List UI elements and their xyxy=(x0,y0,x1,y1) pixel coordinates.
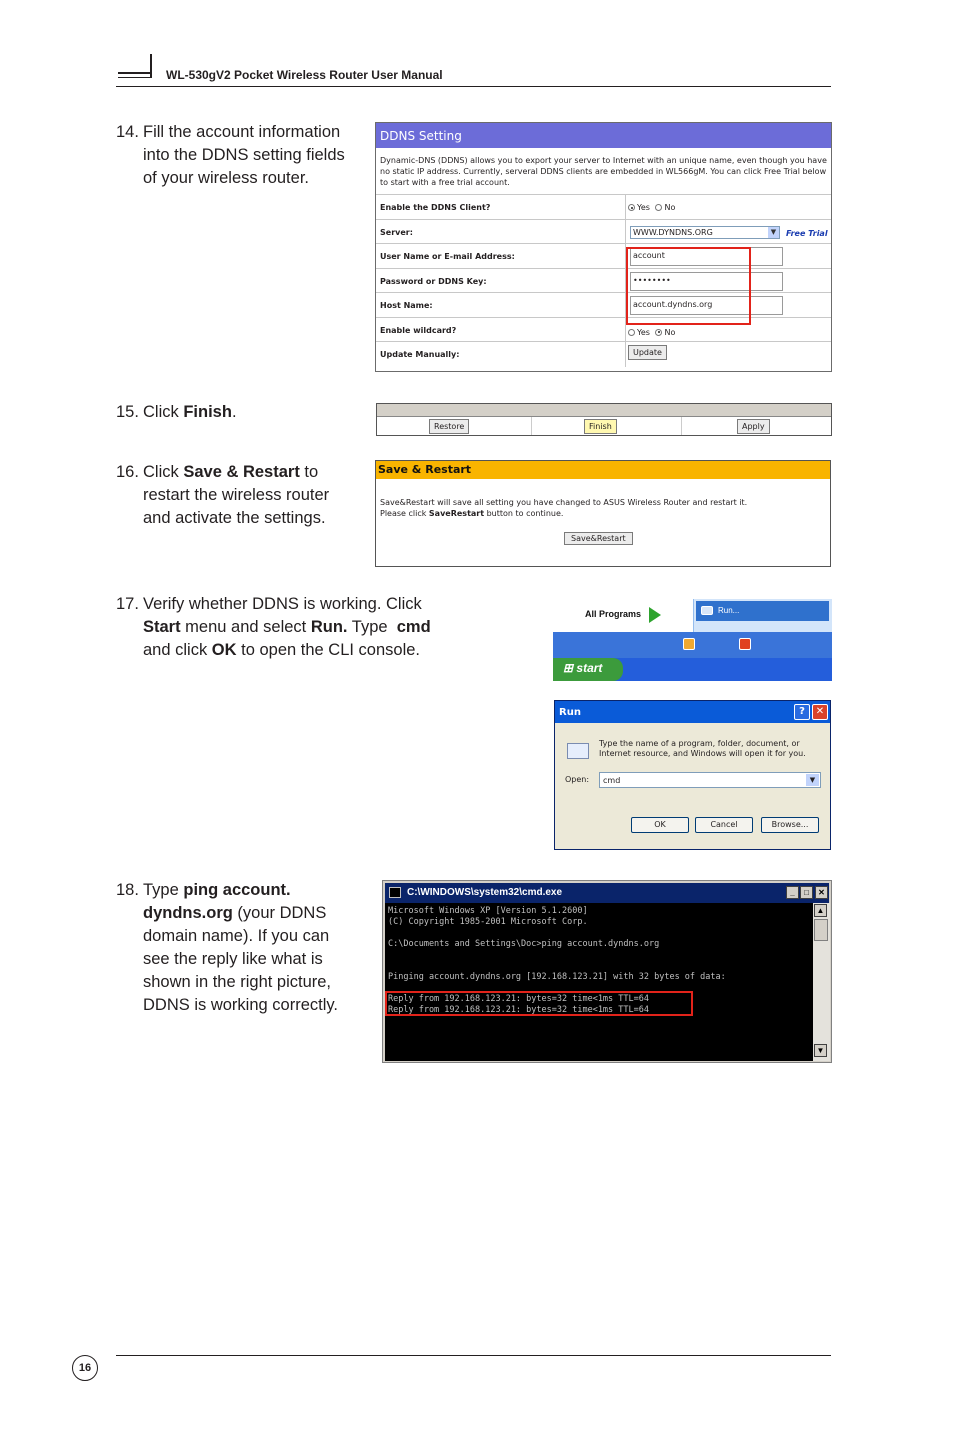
run-program-icon xyxy=(567,743,589,759)
step-18 xyxy=(116,879,338,1017)
cancel-button[interactable]: Cancel xyxy=(695,817,753,833)
update-button[interactable]: Update xyxy=(628,345,667,360)
ddns-row-username xyxy=(376,244,831,269)
save-restart-description xyxy=(376,479,830,519)
step-bold: Finish xyxy=(183,403,232,421)
save-restart-panel xyxy=(375,460,831,567)
row-label: Update Manually: xyxy=(380,350,460,359)
cmd-console[interactable] xyxy=(385,903,813,1061)
step-text: Type xyxy=(143,881,184,899)
router-logo-bar2 xyxy=(118,77,150,78)
enable-no-radio[interactable] xyxy=(655,204,662,211)
router-logo-bar xyxy=(118,72,150,74)
step-text: and activate the settings. xyxy=(143,509,326,527)
console-line: (C) Copyright 1985-2001 Microsoft Corp. xyxy=(388,917,588,927)
desc-line: Save&Restart will save all setting you have changed to ASUS Wireless Router and restart it. xyxy=(380,498,748,507)
row-label: Host Name: xyxy=(380,301,433,310)
step-number: 17. xyxy=(116,595,139,613)
scroll-down-icon[interactable]: ▼ xyxy=(814,1044,827,1057)
step-text: Type xyxy=(347,618,397,636)
console-line: Microsoft Windows XP [Version 5.1.2600] xyxy=(388,906,588,916)
row-label: Enable the DDNS Client? xyxy=(380,203,491,212)
start-menu-right xyxy=(693,599,832,632)
start-button[interactable] xyxy=(553,658,623,681)
ddns-row-wildcard xyxy=(376,318,831,343)
open-input[interactable] xyxy=(599,772,821,788)
free-trial-link[interactable]: Free Trial xyxy=(786,228,828,238)
ddns-setting-panel xyxy=(375,122,832,372)
chevron-down-icon: ▼ xyxy=(768,227,779,238)
step-number: 16. xyxy=(116,463,139,481)
wildcard-yes-radio[interactable] xyxy=(628,329,635,336)
server-select[interactable] xyxy=(630,226,780,239)
maximize-icon[interactable]: □ xyxy=(800,886,813,899)
header-rule xyxy=(116,86,831,87)
ddns-row-enable xyxy=(376,195,831,220)
step-text: restart the wireless router xyxy=(143,486,330,504)
run-dialog-title: Run xyxy=(559,707,581,718)
step-text: Fill the account information xyxy=(143,123,341,141)
router-logo-icon xyxy=(150,54,152,78)
highlight-box xyxy=(385,991,693,1016)
footer-rule xyxy=(116,1355,831,1356)
row-label: User Name or E-mail Address: xyxy=(380,252,515,261)
save-restart-button[interactable]: Save&Restart xyxy=(564,532,633,545)
start-menu xyxy=(553,599,832,681)
open-value: cmd xyxy=(603,776,621,785)
step-number: 18. xyxy=(116,881,139,899)
step-text: of your wireless router. xyxy=(143,169,309,187)
radio-label: No xyxy=(664,327,676,337)
ok-button[interactable]: OK xyxy=(631,817,689,833)
run-label: Run... xyxy=(718,606,740,615)
minimize-icon[interactable]: _ xyxy=(786,886,799,899)
radio-label: Yes xyxy=(637,203,650,212)
action-bar xyxy=(376,403,832,436)
start-label: start xyxy=(576,661,603,675)
chevron-down-icon[interactable]: ▼ xyxy=(806,774,819,786)
log-off-icon xyxy=(683,638,695,650)
step-text: to xyxy=(299,463,319,481)
radio-label: Yes xyxy=(637,327,650,337)
step-text: shown in the right picture, xyxy=(143,973,332,991)
step-text: Click xyxy=(143,403,184,421)
all-programs-item[interactable]: All Programs xyxy=(585,609,642,619)
console-line xyxy=(388,950,810,961)
cmd-titlebar xyxy=(385,883,829,903)
ddns-row-password xyxy=(376,269,831,294)
open-label: Open: xyxy=(565,775,590,784)
scroll-thumb[interactable] xyxy=(814,919,828,941)
run-menu-item[interactable] xyxy=(696,601,829,621)
close-icon[interactable]: ✕ xyxy=(812,704,828,720)
console-line: C:\Documents and Settings\Doc>ping account.dyndns.org xyxy=(388,939,660,949)
step-bold: Start xyxy=(143,618,181,636)
ddns-description: Dynamic-DNS (DDNS) allows you to export your server to Internet with an unique name, even though you have no static IP address. Currently, serveral DDNS clients are embedded in WL566gM. You can click Free Trial below to start with a free trial account. xyxy=(376,148,831,195)
help-icon[interactable]: ? xyxy=(794,704,810,720)
restore-button[interactable]: Restore xyxy=(429,419,469,434)
start-menu-footer xyxy=(553,632,832,658)
step-text: into the DDNS setting fields xyxy=(143,146,345,164)
step-bold: OK xyxy=(211,641,237,659)
wildcard-no-radio[interactable] xyxy=(655,329,662,336)
row-label: Enable wildcard? xyxy=(380,325,457,335)
step-bold: ping account. xyxy=(183,881,291,899)
console-line xyxy=(388,928,810,939)
row-label: Server: xyxy=(380,227,413,237)
desc-bold: SaveRestart xyxy=(428,509,485,518)
console-line: Reply from 192.168.123.21: bytes=32 time<1ms TTL=64 xyxy=(388,994,649,1004)
cmd-scrollbar[interactable] xyxy=(813,903,830,1061)
hostname-input[interactable]: account.dyndns.org xyxy=(630,296,783,315)
step-text: see the reply like what is xyxy=(143,950,323,968)
step-15 xyxy=(116,401,237,424)
step-text: Click xyxy=(143,463,184,481)
step-text: domain name). If you can xyxy=(143,927,330,945)
ddns-row-server xyxy=(376,220,831,245)
step-number: 15. xyxy=(116,403,139,421)
page-number: 16 xyxy=(72,1355,98,1381)
browse-button[interactable]: Browse... xyxy=(761,817,819,833)
console-line: Reply from 192.168.123.21: bytes=32 time<1ms TTL=64 xyxy=(388,1005,649,1015)
step-number: 14. xyxy=(116,123,139,141)
row-label: Password or DDNS Key: xyxy=(380,276,487,286)
desc-text: button to continue. xyxy=(484,509,564,518)
step-text: DDNS is working correctly. xyxy=(143,996,338,1014)
username-input[interactable]: account xyxy=(630,247,783,266)
radio-label: No xyxy=(664,203,676,212)
scroll-up-icon[interactable]: ▲ xyxy=(814,904,827,917)
windows-flag-icon: ⊞ xyxy=(563,661,574,675)
console-line: Pinging account.dyndns.org [192.168.123.21] with 32 bytes of data: xyxy=(388,972,726,982)
run-icon xyxy=(701,606,713,615)
step-bold: Run. xyxy=(310,618,348,636)
step-16 xyxy=(116,461,329,530)
password-input[interactable]: •••••••• xyxy=(630,272,783,291)
run-dialog-description: Type the name of a program, folder, document, or Internet resource, and Windows will open it for you. xyxy=(599,739,806,758)
cmd-title: C:\WINDOWS\system32\cmd.exe xyxy=(407,887,563,898)
step-text: and click xyxy=(143,641,212,659)
step-bold: cmd xyxy=(396,618,431,636)
ddns-row-hostname xyxy=(376,293,831,318)
close-icon[interactable]: ✕ xyxy=(815,886,828,899)
highlight-box xyxy=(626,247,751,325)
desc-text: Please click xyxy=(380,509,429,518)
step-14 xyxy=(116,121,345,190)
save-restart-title: Save & Restart xyxy=(376,461,830,479)
run-dialog-titlebar xyxy=(555,701,830,723)
ddns-title: DDNS Setting xyxy=(376,123,831,148)
cmd-icon xyxy=(389,887,401,898)
enable-yes-radio[interactable] xyxy=(628,204,635,211)
step-text: to open the CLI console. xyxy=(236,641,420,659)
manual-title: WL-530gV2 Pocket Wireless Router User Manual xyxy=(166,68,443,82)
step-bold: dyndns.org xyxy=(143,904,233,922)
finish-button[interactable]: Finish xyxy=(584,419,617,434)
run-dialog xyxy=(554,700,831,850)
start-menu-left xyxy=(553,599,693,632)
power-icon xyxy=(739,638,751,650)
console-line xyxy=(388,961,810,972)
step-bold: Save & Restart xyxy=(183,463,300,481)
apply-button[interactable]: Apply xyxy=(737,419,770,434)
step-text: (your DDNS xyxy=(232,904,327,922)
step-text: . xyxy=(231,403,237,421)
step-text: menu and select xyxy=(180,618,311,636)
server-value: WWW.DYNDNS.ORG xyxy=(633,227,713,237)
ddns-row-update xyxy=(376,342,831,367)
step-text: Verify whether DDNS is working. Click xyxy=(143,595,422,613)
arrow-right-icon xyxy=(649,607,661,623)
step-17 xyxy=(116,593,431,662)
cmd-window xyxy=(382,880,832,1063)
